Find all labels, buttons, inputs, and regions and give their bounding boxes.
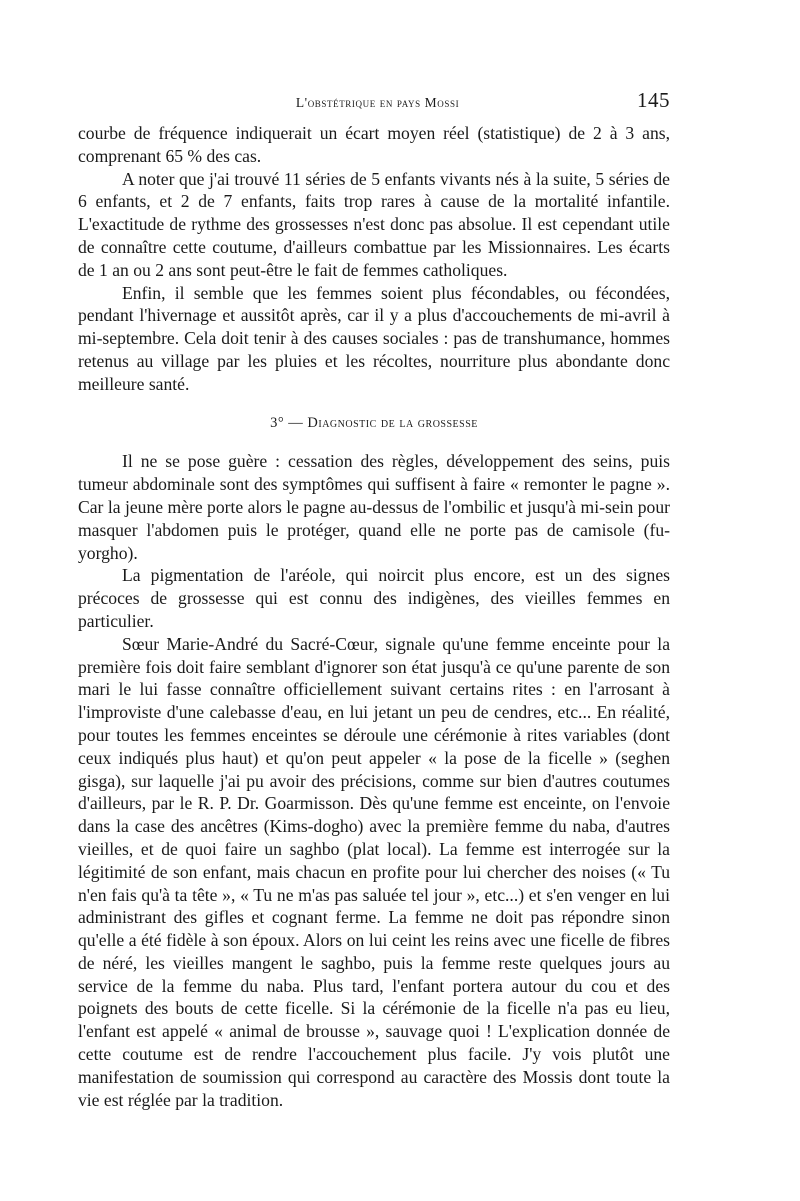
book-page: [78, 88, 670, 1111]
paragraph: Il ne se pose guère : cessation des règles, développement des seins, puis tumeur abdominale sont des symptômes qui suffisent à faire « remonter le pagne ». Car la jeune mère porte alors le pagne au-dessus de l'ombilic et jusqu'à mi-sein pour masquer l'abdomen puis le protéger, quand elle ne porte pas de camisole (fu-yorgho).: [78, 451, 670, 563]
body-text: [78, 122, 670, 1111]
paragraph: Enfin, il semble que les femmes soient plus fécondables, ou fécondées, pendant l'hivernage et aussitôt après, car il y a plus d'accouchements de mi-avril à mi-septembre. Cela doit tenir à des causes sociales : pas de transhumance, hommes retenus au village par les pluies et les récoltes, nourriture plus abondante donc meilleure santé.: [78, 282, 670, 394]
running-title: L'obstétrique en pays Mossi: [295, 95, 460, 110]
running-head: [78, 88, 670, 122]
section-heading: 3° — Diagnostic de la grossesse: [270, 414, 478, 431]
paragraph: Sœur Marie-André du Sacré-Cœur, signale qu'une femme enceinte pour la première fois doit faire semblant d'ignorer son état jusqu'à ce qu'une parente de son mari le lui fasse connaître officiellement suivant certains rites : en l'arrosant à l'improviste d'une calebasse d'eau, en lui jetant un peu de cendres, etc... En réalité, pour toutes les femmes enceintes se déroule une cérémonie à rites variables (dont ceux indiqués plus haut) et qu'on peut appeler « la pose de la ficelle » (seghen gisga), sur laquelle j'ai pu avoir des précisions, comme sur bien d'autres coutumes d'ailleurs, par le R. P. Dr. Goarmisson. Dès qu'une femme est enceinte, on l'envoie dans la case des ancêtres (Kims-dogho) avec la première femme du naba, d'autres vieilles, et de quoi faire un saghbo (plat local). La femme est interrogée sur la légitimité de son enfant, mais chacun en profite pour lui chercher des noises (« Tu n'en fais qu'à ta tête », « Tu ne m'as pas saluée tel jour », etc...) et s'en venger en lui administrant des gifles et cognant ferme. La femme ne doit pas répondre sinon qu'elle a été fidèle à son époux. Alors on lui ceint les reins avec une ficelle de fibres de néré, les vieilles mangent le saghbo, puis la femme reste quelques jours au service de la femme du naba. Plus tard, l'enfant portera autour du cou et des poignets des bouts de cette ficelle. Si la cérémonie de la ficelle n'a pas eu lieu, l'enfant est appelé « animal de brousse », sauvage quoi ! L'explication donnée de cette coutume est de rendre l'accouchement plus facile. J'y vois plutôt une manifestation de soumission qui correspond au caractère des Mossis dont toute la vie est réglée par la tradition.: [78, 633, 670, 1110]
paragraph-continuation: courbe de fréquence indiquerait un écart moyen réel (statistique) de 2 à 3 ans, comprenant 65 % des cas.: [78, 123, 670, 166]
paragraph: La pigmentation de l'aréole, qui noircit plus encore, est un des signes précoces de grossesse qui est connu des indigènes, des vieilles femmes en particulier.: [78, 565, 670, 631]
page-number: 145: [637, 88, 670, 112]
paragraph: A noter que j'ai trouvé 11 séries de 5 enfants vivants nés à la suite, 5 séries de 6 enfants, et 2 de 7 enfants, faits trop rares à cause de la mortalité infantile. L'exactitude de rythme des grossesses n'est donc pas absolue. Il est cependant utile de connaître cette coutume, d'ailleurs combattue par les Missionnaires. Les écarts de 1 an ou 2 ans sont peut-être le fait de femmes catholiques.: [78, 168, 670, 280]
